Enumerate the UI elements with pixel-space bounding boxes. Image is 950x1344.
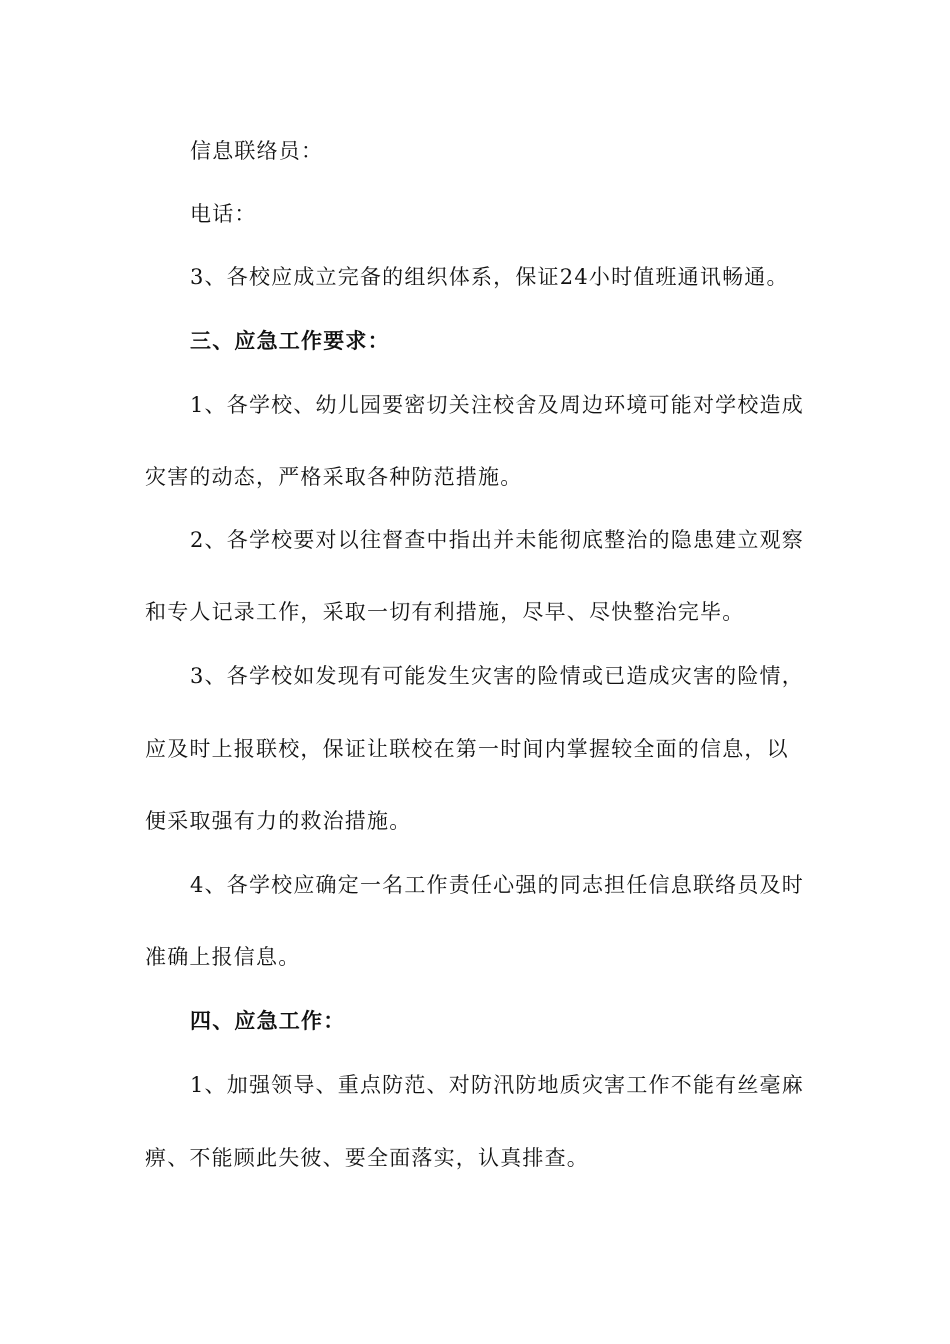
section-3-p3-line2: 应及时上报联校，保证让联校在第一时间内掌握较全面的信息，以 xyxy=(145,737,789,761)
section-3-p1-line1: 1、各学校、幼儿园要密切关注校舍及周边环境可能对学校造成 xyxy=(190,393,804,417)
section-3-p3-line3: 便采取强有力的救治措施。 xyxy=(145,809,412,833)
section-4-p1-line2: 痹、不能顾此失彼、要全面落实，认真排查。 xyxy=(145,1146,589,1170)
section-3-heading: 三、应急工作要求： xyxy=(190,329,390,353)
section-3-p2-line1: 2、各学校要对以往督查中指出并未能彻底整治的隐患建立观察 xyxy=(190,528,804,552)
contact-item-3: 3、各校应成立完备的组织体系，保证24小时值班通讯畅通。 xyxy=(190,265,789,289)
section-3-p4-line2: 准确上报信息。 xyxy=(145,945,301,969)
liaison-label: 信息联络员： xyxy=(190,139,324,163)
section-3-p1-line2: 灾害的动态，严格采取各种防范措施。 xyxy=(145,465,523,489)
section-3-p4-line1: 4、各学校应确定一名工作责任心强的同志担任信息联络员及时 xyxy=(190,873,804,897)
phone-label: 电话： xyxy=(190,202,257,226)
section-3-p2-line2: 和专人记录工作，采取一切有利措施，尽早、尽快整治完毕。 xyxy=(145,600,745,624)
section-3-p3-line1: 3、各学校如发现有可能发生灾害的险情或已造成灾害的险情， xyxy=(190,664,804,688)
section-4-p1-line1: 1、加强领导、重点防范、对防汛防地质灾害工作不能有丝毫麻 xyxy=(190,1073,804,1097)
section-4-heading: 四、应急工作： xyxy=(190,1009,346,1033)
